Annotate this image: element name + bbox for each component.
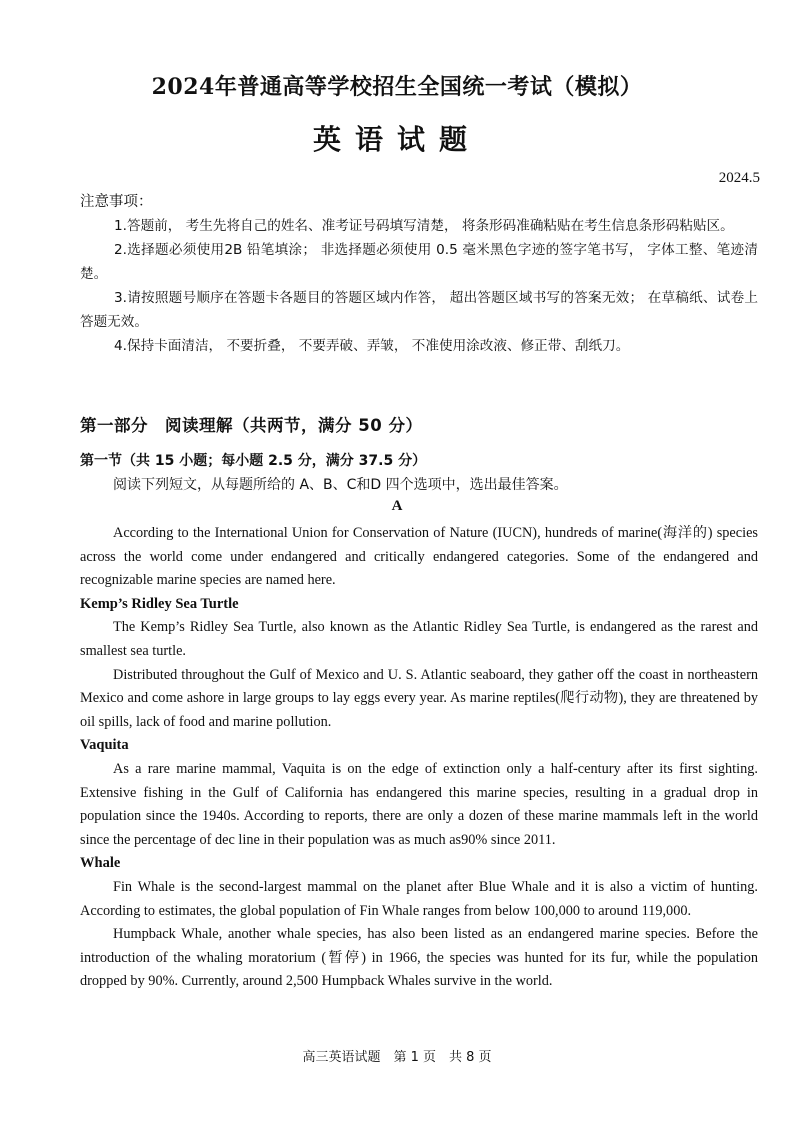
notice-item: 1.答题前， 考生先将自己的姓名、准考证号码填写清楚， 将条形码准确粘贴在考生信息条形码粘贴区。: [114, 218, 734, 234]
passage-paragraph: As a rare marine mammal, Vaquita is on the edge of extinction only a half-century after its first sighting. Extensive fishing in the Gulf of California has endangered this marine species, resulting in a gradual drop in population since the 1940s. According to reports, there are only a dozen of these marine mammals left in the world since the percentage of dec line in their population was as much as90% since 2011.: [80, 760, 758, 848]
passage-letter: A: [391, 498, 403, 514]
notice-item: 3.请按照题号顺序在答题卡各题目的答题区域内作答， 超出答题区域书写的答案无效； 在草稿纸、试卷上答题无效。: [80, 290, 758, 330]
exam-title: 2024年普通高等学校招生全国统一考试（模拟）: [151, 74, 643, 100]
passage-subheading: Kemp’s Ridley Sea Turtle: [80, 595, 239, 612]
passage-paragraph: Distributed throughout the Gulf of Mexico and U. S. Atlantic seaboard, they gather off the coast in northeastern Mexico and come ashore in large groups to lay eggs every year. As marine reptiles(爬行动物), they are threatened by oil spills, lack of food and marine pollution.: [80, 666, 758, 730]
passage-body: [80, 522, 758, 994]
section-heading: 第一节（共 15 小题；每小题 2.5 分，满分 37.5 分）: [80, 453, 427, 469]
passage-subheading: Whale: [80, 855, 121, 872]
section-instruction: 阅读下列短文，从每题所给的 A、B、C和D 四个选项中，选出最佳答案。: [113, 477, 568, 493]
passage-paragraph: Humpback Whale, another whale species, has also been listed as an endangered marine species. Before the introduction of the whaling moratorium (暂停) in 1966, the species was hunted for its fur, while the population dropped by 90%. Currently, around 2,500 Humpback Whales survive in the world.: [80, 926, 758, 990]
part-heading: 第一部分 阅读理解（共两节，满分 50 分）: [80, 416, 423, 435]
page-footer: 高三英语试题 第 1 页 共 8 页: [302, 1050, 492, 1065]
subject-title: 英语试题: [312, 123, 481, 156]
passage-paragraph: Fin Whale is the second-largest mammal on the planet after Blue Whale and it is also a victim of hunting. According to estimates, the global population of Fin Whale ranges from below 100,000 to around 119,000.: [80, 878, 758, 919]
notice-item: 4.保持卡面清洁， 不要折叠， 不要弄破、弄皱， 不准使用涂改液、修正带、刮纸刀。: [114, 338, 630, 354]
notice-item: 2.选择题必须使用2B 铅笔填涂； 非选择题必须使用 0.5 毫米黑色字迹的签字笔书写， 字体工整、笔迹清楚。: [80, 242, 758, 282]
passage-paragraph: According to the International Union for Conservation of Nature (IUCN), hundreds of marine(海洋的) species across the world come under endangered and critically endangered categories. Some of the endangered and recognizable marine species are named here.: [80, 525, 758, 589]
passage-paragraph: The Kemp’s Ridley Sea Turtle, also known as the Atlantic Ridley Sea Turtle, is endangered as the rarest and smallest sea turtle.: [80, 619, 758, 659]
notice-list: [80, 214, 758, 358]
notice-heading: 注意事项：: [80, 194, 153, 210]
passage-subheading: Vaquita: [80, 737, 129, 754]
exam-date: 2024.5: [718, 170, 760, 186]
